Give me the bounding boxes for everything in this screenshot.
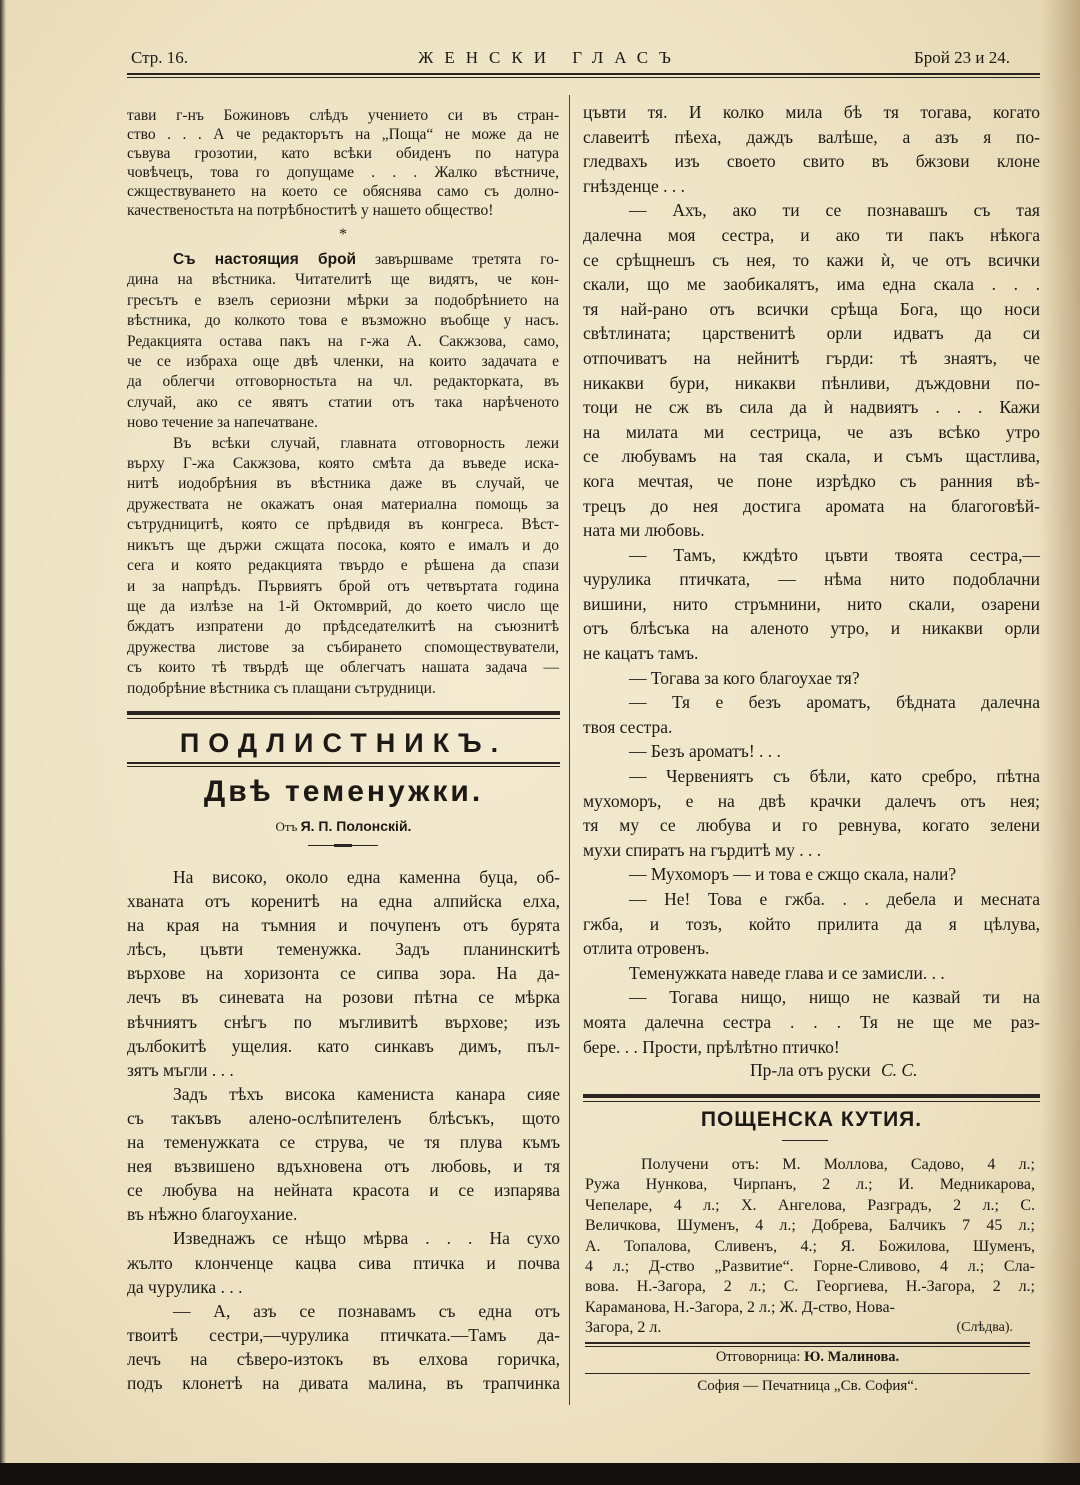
footer-rule-thin — [585, 1346, 1030, 1347]
printer-credit: София — Печатница „Св. София“. — [697, 1378, 918, 1394]
text-line: върху Г-жа Сакжзова, която смѣта да въведе иска- — [127, 455, 559, 473]
text-line: вова. Н.-Загора, 2 л.; С. Георгиева, Н.-Загора, 2 л.; — [585, 1278, 1035, 1296]
text-line: твоя сестра. — [583, 716, 673, 737]
text-line: отлита отровенъ. — [583, 938, 710, 959]
text-line: да чурулика . . . — [127, 1276, 243, 1297]
text-line: вѣчниятъ снѣгъ по мъгливитѣ върхове; изъ — [127, 1011, 560, 1032]
text-line: ство . . . А че редакторътъ на „Поща“ не може да не — [127, 126, 559, 143]
paragraph — [127, 250, 559, 434]
header-rule — [127, 73, 1040, 75]
byline-rule-center — [334, 844, 352, 847]
text-line: мухоморъ, е на двѣ крачки далечъ отъ нея; — [583, 790, 1040, 811]
text-line: Караманова, Н.-Загора, 2 л.; Ж. Д-ство, Нова- — [585, 1298, 895, 1316]
text-line: вишини, нито стръмнини, нито скали, озарени — [583, 593, 1040, 614]
byline-prefix: Отъ — [275, 819, 298, 834]
story-byline — [127, 818, 560, 835]
text-line: на милата ми сестрица, че азъ всѣко утро — [583, 421, 1040, 442]
text-line: чурулика птичката, — нѣма нито подоблачни — [583, 569, 1040, 590]
page-number: Стр. 16. — [131, 48, 189, 67]
editorial-column-text — [127, 106, 559, 220]
paragraph — [127, 1226, 560, 1298]
text-line: зятъ мъгли . . . — [127, 1059, 234, 1080]
text-line: ново течение за напечатване. — [127, 414, 318, 432]
text-line: се любувамъ на тая скала, и съмъ щастлива, — [583, 446, 1040, 467]
text-line: жълто клонченце кацва сива птичка и почва — [127, 1252, 560, 1273]
text-line: върхове на хоризонта се сипва зора. На да- — [127, 963, 560, 984]
text-line: вѣстника, до колкото това е възможно въобще у насъ. — [127, 312, 559, 330]
text-line: — Мухоморъ — и това е сжщо скала, нали? — [629, 864, 957, 885]
paragraph — [583, 764, 1040, 862]
text-line: — Тогава нищо, нищо не казвай ти на — [629, 987, 1040, 1008]
byline-author: Я. П. Полонскій. — [300, 818, 412, 834]
text-line: сега и която редакцията твърдо е рѣшена да спази — [127, 557, 559, 575]
printer-rule — [585, 1373, 1030, 1374]
paragraph — [583, 862, 1040, 887]
text-line: Задъ тѣхъ висока камениста канара сияе — [173, 1083, 560, 1104]
text-line: Теменужката наведе глава и се замисли. . . — [629, 962, 945, 983]
text-line: човѣчецъ, това го допущаме . . . Жалко вѣстниче, — [127, 164, 559, 181]
text-line: тави г-нъ Божиновъ слѣдъ учението си въ стран- — [127, 107, 559, 124]
paragraph — [583, 543, 1040, 666]
text-line: На високо, около една каменна буца, об- — [173, 867, 560, 887]
paragraph — [127, 1082, 560, 1227]
lead-in-rest: завършваме третята го- — [356, 251, 559, 268]
text-line — [127, 250, 559, 270]
paragraph — [583, 739, 1040, 764]
paragraph — [127, 434, 559, 699]
footer-rule — [585, 1342, 1030, 1344]
postbox-title-rule — [782, 1140, 828, 1141]
text-line: 4 л.; Д-ство „Развитие“. Горне-Сливово, 4 л.; Сла- — [585, 1258, 1035, 1276]
paragraph — [585, 1155, 1035, 1318]
text-line: въ нѣжно благоухание. — [127, 1204, 298, 1225]
editor-label: Отговорница: — [715, 1349, 801, 1365]
postbox-last-line — [585, 1318, 1035, 1338]
text-line: качественостьта на потрѣбноститѣ у нашето общество! — [127, 202, 494, 219]
text-line: Ружа Нункова, Чирпанъ, 2 л.; И. Медникарова, — [585, 1176, 1035, 1194]
story-text-left — [127, 865, 560, 1395]
text-line: подъ клонетѣ на дивата малина, въ трапчинка — [127, 1372, 560, 1393]
feuilleton-rule — [127, 762, 560, 764]
text-line: твоитѣ сестри,—чурулика птичката.—Тамъ да- — [127, 1324, 560, 1345]
postbox-continued: (Слѣдва). — [956, 1320, 1013, 1335]
text-line: — Ахъ, ако ти се познавашъ съ тая — [629, 200, 1040, 221]
text-line: дружествата не окажатъ оная материална помощь за — [127, 495, 559, 513]
text-line: Въ всѣки случай, главната отговорность лежи — [173, 434, 559, 452]
text-line: ната ми любовь. — [583, 520, 705, 541]
text-line: сътрудницитѣ, която се прѣдвидя въ конгреса. Вѣст- — [127, 516, 559, 534]
section-rule-thick — [127, 711, 560, 715]
text-line: съ които тѣ твърдѣ ще облегчатъ нашата задача — — [127, 659, 559, 677]
text-line: скали, що ме заобикалятъ, има една скала . . . — [583, 274, 1040, 295]
paragraph — [583, 198, 1040, 542]
text-line: че се избраха още двѣ членки, на които задачата е — [127, 353, 559, 371]
text-line: Редакцията остава пакъ на г-жа А. Сакжзова, само, — [127, 332, 559, 350]
text-line: подобрѣние вѣстника съ плащани сътрудници. — [127, 679, 436, 697]
text-line: на края на тъмния и почупенъ отъ бурята — [127, 915, 560, 936]
paragraph — [583, 690, 1040, 739]
text-line: тя му се любува и го ревнува, когато зелени — [583, 815, 1040, 836]
text-line: — Тамъ, кждѣто цъвти твоята сестра,— — [629, 544, 1040, 565]
text-line: лѣсъ, цъвти теменужка. Задъ планинскитѣ — [127, 939, 560, 960]
lead-in-bold: Съ настоящия брой — [173, 251, 357, 268]
text-line: гледвахъ изъ своето свито въ бжзови клоне — [583, 151, 1040, 172]
editor-credit — [585, 1349, 1030, 1366]
text-line: Получени отъ: М. Моллова, Садово, 4 л.; — [641, 1156, 1035, 1173]
editor-name: Ю. Малинова. — [804, 1349, 900, 1365]
text-line: никътъ ще държи сжщата посока, която е ималъ и до — [127, 536, 559, 554]
scan-edge-bottom — [0, 1463, 1080, 1485]
text-line: гресътъ е взелъ сериозни мѣрки за подобрѣнието на — [127, 291, 559, 309]
text-line: свѣтлината; царственитѣ орли идватъ да си — [583, 323, 1040, 344]
paragraph — [583, 100, 1040, 198]
text-line: дружества листове за събирането спомоществуватели, — [127, 638, 559, 656]
text-line: бере. . . Прости, прѣлѣтно птичко! — [583, 1036, 840, 1057]
postbox-rule-thin — [583, 1101, 1040, 1102]
text-line: се срѣщнешъ съ нея, то кажи ѝ, че отъ всички — [583, 249, 1040, 270]
signature-initials: С. С. — [880, 1060, 918, 1080]
text-line: гжба, и тозъ, който прилита да я цѣлува, — [583, 913, 1040, 934]
text-line: сжществуването на което се обяснява само съ долно- — [127, 183, 559, 200]
column-divider — [569, 95, 570, 1405]
scan-edge-right — [1040, 0, 1080, 1485]
text-line: нитѣ иодобрѣния въ вѣстника даже въ случай, че — [127, 475, 559, 493]
paragraph — [583, 887, 1040, 961]
text-line: и за напрѣдъ. Първиятъ брой отъ четвъртата година — [127, 577, 559, 595]
feuilleton-heading: ПОДЛИСТНИКЪ. — [179, 728, 508, 758]
paragraph — [127, 1299, 560, 1395]
text-line: съ такъвъ алено-ослѣпителенъ блѣсъкъ, щото — [127, 1107, 560, 1128]
issue-number: Брой 23 и 24. — [914, 48, 1010, 67]
text-line: не кацатъ тамъ. — [583, 643, 699, 664]
text-line: тя най-рано отъ всички срѣща Бога, що носи — [583, 298, 1040, 319]
feuilleton-rule-thin — [127, 766, 560, 767]
text-line: А. Топалова, Сливенъ, 4.; Я. Божилова, Шуменъ, — [585, 1237, 1035, 1255]
text-line: никакви бури, никакви пѣнливи, дъждовни по- — [583, 372, 1040, 393]
postbox-title: ПОЩЕНСКА КУТИЯ. — [700, 1108, 923, 1131]
story-text-right — [583, 100, 1040, 1059]
text-line: мухи спиратъ на гърдитѣ му . . . — [583, 839, 822, 860]
text-line: цъвти тя. И колко мила бѣ тя тогава, когато — [583, 102, 1040, 122]
text-line: дина на вѣстника. Читателитѣ ще видятъ, че кон- — [127, 271, 559, 289]
text-line: нея възвишено вдъхновена отъ любовь, и тя — [127, 1156, 560, 1177]
text-line: — Тя е безъ ароматъ, бѣдната далечна — [629, 692, 1040, 713]
paragraph — [583, 985, 1040, 1059]
text-line: далечна моя сестра, и ако ти пакъ нѣкога — [583, 224, 1040, 245]
text-line: — Тогава за кого благоухае тя? — [629, 667, 860, 688]
paragraph — [127, 106, 559, 220]
postbox-text — [585, 1155, 1035, 1318]
text-line: — А, азъ се познавамъ съ една отъ — [173, 1300, 560, 1321]
text-line: тоци не сж въ сила да ѝ надвиятъ . . . Кажи — [583, 397, 1040, 418]
text-line: моята далечна сестра . . . Тя не ще ме раз- — [583, 1011, 1040, 1032]
paragraph — [583, 666, 1040, 691]
text-line: Изведнажъ се нѣщо мѣрва . . . На сухо — [173, 1228, 560, 1249]
signature-prefix: Пр-ла отъ руски — [750, 1060, 871, 1080]
text-line: съвува грозотии, като всѣки обиденъ по натура — [127, 145, 559, 162]
text-line: случай, ако се явятъ статии отъ така нарѣченото — [127, 393, 559, 411]
text-line: — Не! Това е гжба. . . дебела и месната — [629, 889, 1040, 909]
header-rule-thin — [127, 77, 1040, 78]
text-line: — Безъ ароматъ! . . . — [629, 741, 781, 762]
text-line: на теменужката се струва, че тя плува къмъ — [127, 1132, 560, 1153]
newspaper-title: ЖЕНСКИ ГЛАСЪ — [418, 48, 682, 67]
text-line: ще да излѣзе на 1-й Октомврий, до което число ще — [127, 597, 559, 615]
story-title: Двѣ теменужки. — [203, 775, 484, 808]
text-line: гнѣзденце . . . — [583, 175, 686, 196]
text-line: трецъ до нея достига аромата на благоговѣй- — [583, 495, 1040, 516]
postbox-last-text: Загора, 2 л. — [585, 1319, 662, 1336]
text-line: Чепеларе, 4 л.; Х. Ангелова, Разградъ, 2 л.; С. — [585, 1196, 1035, 1214]
text-line: — Червениятъ съ бѣли, като сребро, пѣтна — [629, 766, 1040, 787]
text-line: бждатъ изпратени до прѣдседателкитѣ на съюзнитѣ — [127, 618, 559, 636]
section-asterisk: * — [339, 226, 347, 243]
text-line: славеитѣ пѣеха, даждъ валѣше, а азъ я по- — [583, 126, 1040, 147]
text-line: хваната отъ коренитѣ на една алпийска елха, — [127, 891, 560, 912]
translator-signature — [750, 1060, 917, 1081]
text-line: лечъ на сѣверо-изтокъ въ елхова горичка, — [127, 1348, 560, 1369]
text-line: отпочиватъ на нейнитѣ гърди: тѣ знаятъ, че — [583, 347, 1040, 368]
text-line: отъ блѣсъка на аленото утро, и никакви орли — [583, 618, 1040, 639]
postbox-rule-thick — [583, 1094, 1040, 1098]
text-line: дълбокитѣ ущелия. като синкавъ димъ, пъл- — [127, 1035, 560, 1056]
scan-edge-left — [0, 0, 6, 1485]
text-line: Величкова, Шуменъ, 4 л.; Добрева, Балчикъ 7 45 л.; — [585, 1217, 1035, 1235]
text-line: се любува на нейната красота и се изпарява — [127, 1180, 560, 1201]
paragraph — [127, 865, 560, 1082]
text-line: лечъ въ синевата на розови пѣтна се мѣрка — [127, 987, 560, 1008]
text-line: да облегчи отговорностьта на чл. редакторката, въ — [127, 373, 559, 391]
text-line: кога мечтая, че поне изрѣдко съ ранния вѣ- — [583, 470, 1040, 491]
announcement-text — [127, 250, 559, 699]
paragraph — [583, 961, 1040, 986]
section-rule-thin — [127, 718, 560, 719]
